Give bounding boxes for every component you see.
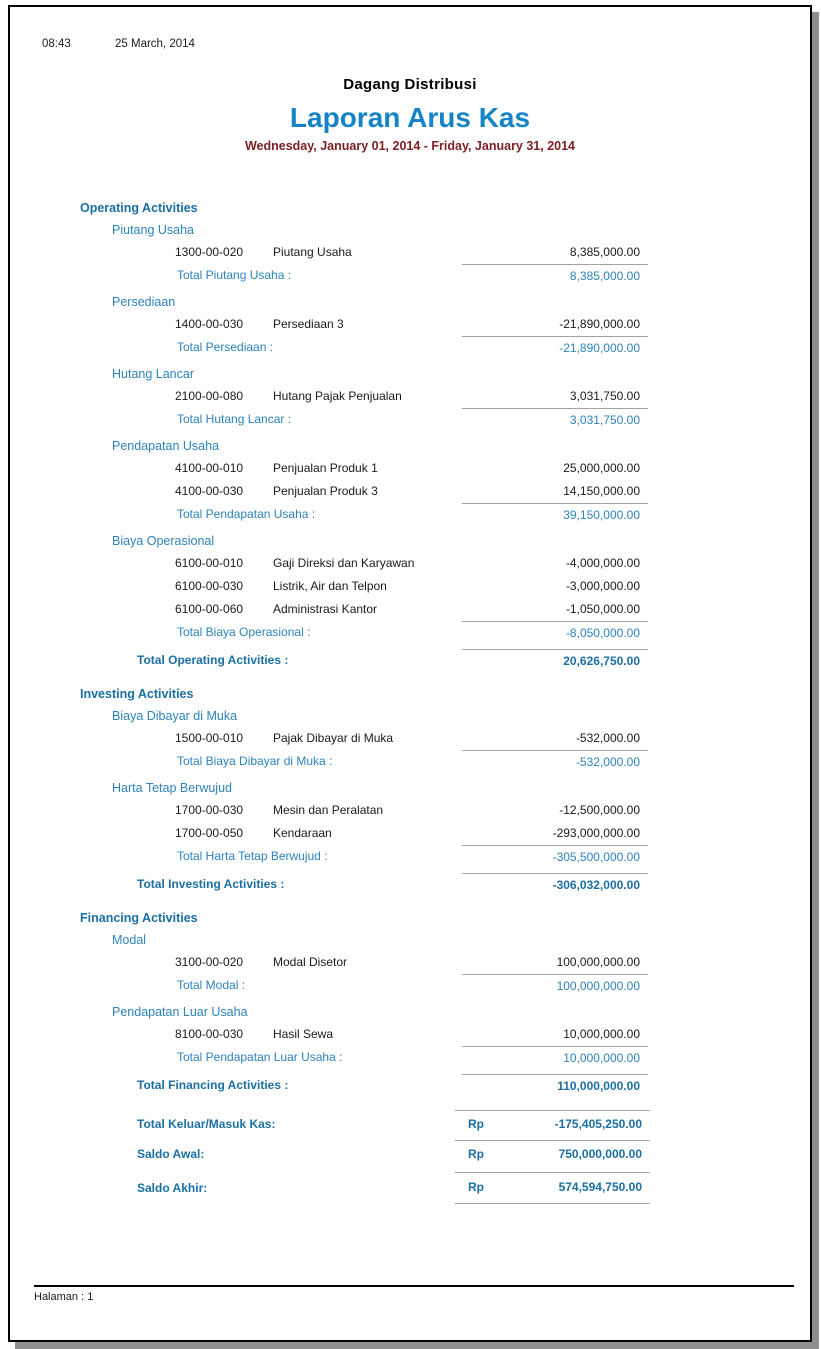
summary-label: Total Keluar/Masuk Kas:	[137, 1117, 276, 1131]
group-total-amount: 10,000,000.00	[462, 1046, 648, 1068]
summary-closing-balance-row	[10, 1172, 810, 1204]
account-name: Mesin dan Peralatan	[273, 803, 384, 817]
account-row	[10, 385, 810, 408]
account-name: Modal Disetor	[273, 955, 348, 969]
group-total-amount: 39,150,000.00	[462, 503, 648, 525]
section-investing	[10, 683, 810, 895]
section-total-amount: 20,626,750.00	[462, 649, 648, 671]
group-total-row	[10, 974, 810, 996]
group-header: Pendapatan Luar Usaha	[112, 1005, 248, 1019]
account-amount: -1,050,000.00	[565, 602, 640, 616]
group-total-row	[10, 1046, 810, 1068]
account-code: 1700-00-030	[175, 803, 244, 817]
account-code: 4100-00-010	[175, 461, 244, 475]
account-row	[10, 480, 810, 503]
account-row	[10, 727, 810, 750]
account-row	[10, 598, 810, 621]
account-row	[10, 575, 810, 598]
section-header: Financing Activities	[80, 911, 198, 925]
account-name: Listrik, Air dan Telpon	[273, 579, 387, 593]
group-total-amount: -305,500,000.00	[462, 845, 648, 867]
account-group	[10, 291, 810, 358]
page-title: Laporan Arus Kas	[289, 102, 531, 133]
group-header: Piutang Usaha	[112, 223, 195, 237]
group-header: Modal	[112, 933, 147, 947]
account-group	[10, 777, 810, 867]
page-footer	[34, 1285, 794, 1303]
summary-value-area	[455, 1110, 650, 1138]
group-header: Biaya Dibayar di Muka	[112, 709, 238, 723]
account-name: Hutang Pajak Penjualan	[273, 389, 402, 403]
group-header: Hutang Lancar	[112, 367, 195, 381]
account-code: 6100-00-030	[175, 579, 244, 593]
summary-label: Saldo Awal:	[137, 1147, 205, 1161]
group-total-row	[10, 750, 810, 772]
group-total-label: Total Pendapatan Luar Usaha :	[177, 1050, 343, 1064]
account-name: Gaji Direksi dan Karyawan	[273, 556, 415, 570]
section-total-row	[10, 649, 810, 671]
group-total-label: Total Harta Tetap Berwujud :	[177, 849, 328, 863]
section-total-amount: -306,032,000.00	[462, 873, 648, 895]
summary-amount: 750,000,000.00	[558, 1147, 642, 1161]
account-amount: -4,000,000.00	[565, 556, 640, 570]
group-total-amount: -8,050,000.00	[462, 621, 648, 643]
account-amount: -21,890,000.00	[559, 317, 640, 331]
account-group	[10, 705, 810, 772]
group-total-row	[10, 845, 810, 867]
account-name: Penjualan Produk 3	[273, 484, 378, 498]
account-code: 4100-00-030	[175, 484, 244, 498]
group-total-row	[10, 264, 810, 286]
page-header	[10, 38, 810, 52]
account-code: 6100-00-060	[175, 602, 244, 616]
account-code: 1500-00-010	[175, 731, 244, 745]
account-amount: 14,150,000.00	[563, 484, 640, 498]
summary-amount: 574,594,750.00	[558, 1180, 642, 1194]
account-amount: 3,031,750.00	[569, 389, 640, 403]
report-page	[8, 5, 812, 1342]
account-row	[10, 822, 810, 845]
account-code: 3100-00-020	[175, 955, 244, 969]
account-name: Hasil Sewa	[273, 1027, 334, 1041]
account-amount: 100,000,000.00	[556, 955, 640, 969]
account-group	[10, 530, 810, 643]
account-name: Kendaraan	[273, 826, 332, 840]
group-total-row	[10, 503, 810, 525]
section-total-row	[10, 1074, 810, 1096]
summary-value-area	[455, 1140, 650, 1168]
account-code: 1400-00-030	[175, 317, 244, 331]
section-total-amount: 110,000,000.00	[462, 1074, 648, 1096]
group-total-label: Total Piutang Usaha :	[177, 268, 292, 282]
group-total-row	[10, 408, 810, 430]
account-code: 1300-00-020	[175, 245, 244, 259]
currency-symbol: Rp	[468, 1117, 484, 1131]
group-total-row	[10, 621, 810, 643]
group-header: Persediaan	[112, 295, 176, 309]
account-amount: 8,385,000.00	[569, 245, 640, 259]
section-total-row	[10, 873, 810, 895]
account-row	[10, 313, 810, 336]
account-group	[10, 1001, 810, 1068]
section-total-label: Total Financing Activities :	[137, 1078, 289, 1092]
account-code: 2100-00-080	[175, 389, 244, 403]
group-total-amount: -532,000.00	[462, 750, 648, 772]
account-row	[10, 951, 810, 974]
group-header: Biaya Operasional	[112, 534, 215, 548]
section-total-label: Total Operating Activities :	[137, 653, 289, 667]
account-row	[10, 799, 810, 822]
summary-value-area	[455, 1172, 650, 1204]
group-total-label: Total Persediaan :	[177, 340, 274, 354]
group-header: Harta Tetap Berwujud	[112, 781, 232, 795]
group-total-label: Total Pendapatan Usaha :	[177, 507, 316, 521]
print-time: 08:43	[42, 38, 71, 50]
report-period: Wednesday, January 01, 2014 - Friday, January 31, 2014	[244, 139, 576, 153]
summary-amount: -175,405,250.00	[554, 1117, 642, 1131]
company-name: Dagang Distribusi	[343, 76, 477, 93]
summary-net-cash-row	[10, 1110, 810, 1138]
account-code: 8100-00-030	[175, 1027, 244, 1041]
group-total-label: Total Modal :	[177, 978, 246, 992]
footer-page-number: Halaman : 1	[34, 1291, 94, 1303]
account-name: Piutang Usaha	[273, 245, 352, 259]
print-date: 25 March, 2014	[115, 38, 195, 50]
account-amount: -3,000,000.00	[565, 579, 640, 593]
group-total-amount: 8,385,000.00	[462, 264, 648, 286]
group-total-amount: -21,890,000.00	[462, 336, 648, 358]
group-total-amount: 3,031,750.00	[462, 408, 648, 430]
currency-symbol: Rp	[468, 1180, 484, 1194]
group-total-row	[10, 336, 810, 358]
group-total-label: Total Biaya Dibayar di Muka :	[177, 754, 333, 768]
account-row	[10, 552, 810, 575]
summary-label: Saldo Akhir:	[137, 1181, 208, 1195]
account-amount: 10,000,000.00	[563, 1027, 640, 1041]
account-amount: -532,000.00	[575, 731, 640, 745]
section-financing	[10, 907, 810, 1096]
account-group	[10, 435, 810, 525]
account-name: Penjualan Produk 1	[273, 461, 378, 475]
account-row	[10, 457, 810, 480]
account-row	[10, 1023, 810, 1046]
account-code: 1700-00-050	[175, 826, 244, 840]
group-total-label: Total Biaya Operasional :	[177, 625, 311, 639]
account-name: Pajak Dibayar di Muka	[273, 731, 394, 745]
group-header: Pendapatan Usaha	[112, 439, 220, 453]
currency-symbol: Rp	[468, 1147, 484, 1161]
account-amount: 25,000,000.00	[563, 461, 640, 475]
account-amount: -293,000,000.00	[552, 826, 640, 840]
group-total-amount: 100,000,000.00	[462, 974, 648, 996]
account-name: Persediaan 3	[273, 317, 344, 331]
account-group	[10, 219, 810, 286]
account-name: Administrasi Kantor	[273, 602, 378, 616]
section-header: Operating Activities	[80, 201, 198, 215]
account-group	[10, 929, 810, 996]
account-code: 6100-00-010	[175, 556, 244, 570]
section-header: Investing Activities	[80, 687, 194, 701]
account-amount: -12,500,000.00	[559, 803, 640, 817]
account-row	[10, 241, 810, 264]
section-total-label: Total Investing Activities :	[137, 877, 285, 891]
summary-opening-balance-row	[10, 1140, 810, 1168]
section-operating	[10, 197, 810, 671]
account-group	[10, 363, 810, 430]
group-total-label: Total Hutang Lancar :	[177, 412, 292, 426]
